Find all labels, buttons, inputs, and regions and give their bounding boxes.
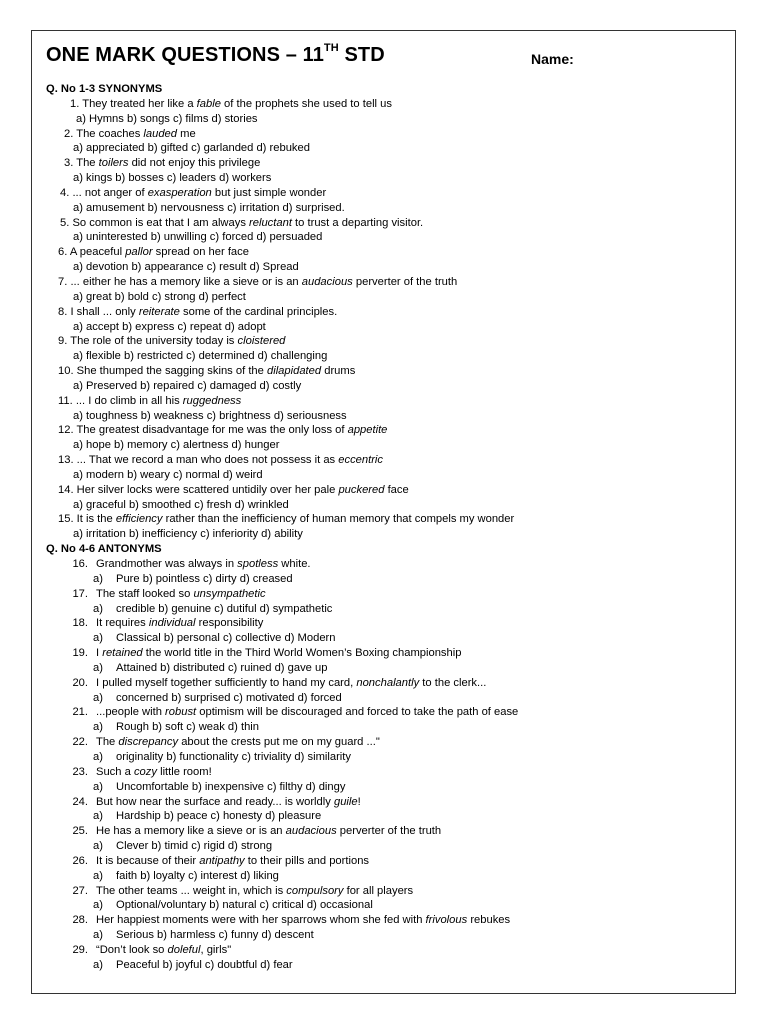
options-line — [46, 750, 726, 765]
question-text: 7. ... either he has a memory like a sieve or is an — [58, 275, 302, 288]
question-line — [46, 423, 726, 438]
question-number: 24. — [72, 795, 88, 808]
question-text: 2. The coaches — [64, 127, 144, 140]
question-text: 14. Her silver locks were scattered untidily over her pale — [58, 483, 339, 496]
options-text: Hardship b) peace c) honesty d) pleasure — [116, 810, 322, 823]
question-line — [46, 245, 726, 260]
question-text: “Don’t look so — [96, 943, 168, 956]
option-letter: a) — [93, 691, 103, 704]
question-line — [46, 216, 726, 231]
key-word: dilapidated — [266, 365, 322, 378]
antonyms-list — [46, 557, 726, 973]
key-word: cloistered — [237, 335, 286, 348]
key-word: lauded — [143, 127, 178, 140]
question-text: 8. I shall ... only — [58, 305, 139, 318]
question-line — [46, 676, 726, 691]
question-number: 25. — [72, 825, 88, 838]
options-line: a) Preserved b) repaired c) damaged d) costly — [73, 379, 302, 392]
question-line — [46, 824, 726, 839]
key-word: robust — [165, 706, 197, 719]
question-number: 28. — [72, 914, 88, 927]
question-text-end: optimism will be discouraged and forced to take the path of ease — [196, 706, 519, 719]
question-text-end: , girls" — [200, 943, 232, 956]
options-line: a) appreciated b) gifted c) garlanded d) rebuked — [73, 142, 310, 155]
key-word: appetite — [347, 424, 388, 437]
options-line: a) irritation b) inefficiency c) inferiority d) ability — [73, 528, 303, 541]
question-line — [46, 765, 726, 780]
question-text: 4. ... not anger of — [60, 186, 148, 199]
question-text-end: perverter of the truth — [336, 825, 442, 838]
option-letter: a) — [93, 602, 103, 615]
key-word: spotless — [237, 558, 279, 570]
key-word: individual — [148, 617, 196, 630]
options-line — [46, 898, 726, 913]
question-number: 26. — [72, 854, 88, 867]
question-text-end: spread on her face — [152, 246, 249, 259]
key-word: eccentric — [338, 454, 384, 467]
question-text-end: face — [384, 483, 409, 496]
question-line — [46, 364, 726, 379]
option-letter: a) — [93, 721, 103, 734]
options-text: Serious b) harmless c) funny d) descent — [116, 929, 314, 942]
question-text: ...people with — [96, 706, 166, 719]
options-text: faith b) loyalty c) interest d) liking — [116, 869, 279, 882]
options-line: a) accept b) express c) repeat d) adopt — [73, 320, 266, 333]
question-text-end: some of the cardinal principles. — [179, 305, 338, 318]
question-text: 15. It is the — [58, 513, 116, 526]
question-text-end: rather than the inefficiency of human memory that compels my wonder — [162, 513, 515, 526]
page-title: ONE MARK QUESTIONS – 11TH STD — [46, 42, 385, 66]
question-text: Grandmother was always in — [96, 558, 238, 570]
key-word: compulsory — [286, 884, 344, 897]
question-text: It requires — [96, 617, 149, 630]
question-line — [46, 275, 726, 290]
question-line — [46, 156, 726, 171]
options-text: Classical b) personal c) collective d) Modern — [116, 632, 336, 645]
key-word: retained — [102, 647, 143, 660]
options-line — [46, 869, 726, 884]
options-line — [46, 720, 726, 735]
question-line — [46, 943, 726, 958]
question-number: 16. — [72, 558, 88, 570]
question-line — [46, 186, 726, 201]
question-text-end: the world title in the Third World Women’s Boxing championship — [142, 647, 462, 660]
options-line: a) kings b) bosses c) leaders d) workers — [73, 172, 272, 185]
options-text: Optional/voluntary b) natural c) critical d) occasional — [116, 899, 373, 912]
question-text-end: drums — [321, 365, 356, 378]
key-word: nonchalantly — [356, 676, 420, 689]
question-text: 5. So common is eat that I am always — [60, 216, 250, 229]
question-number: 23. — [72, 765, 88, 778]
key-word: reiterate — [138, 305, 180, 318]
question-line — [46, 854, 726, 869]
question-number: 17. — [72, 587, 88, 600]
options-line: a) hope b) memory c) alertness d) hunger — [73, 439, 280, 452]
key-word: efficiency — [115, 513, 163, 526]
question-text: 12. The greatest disadvantage for me was the only loss of — [58, 424, 348, 437]
key-word: antipathy — [199, 854, 245, 867]
question-text: But how near the surface and ready... is worldly — [96, 795, 334, 808]
key-word: pallor — [125, 246, 153, 259]
options-line — [46, 661, 726, 676]
question-text: 3. The — [64, 157, 99, 170]
key-word: audacious — [301, 275, 353, 288]
question-number: 27. — [72, 884, 88, 897]
key-word: guile — [333, 795, 358, 808]
question-text-end: of the prophets she used to tell us — [220, 97, 392, 110]
question-text: 1. They treated her like a — [70, 97, 197, 110]
option-letter: a) — [93, 661, 103, 674]
key-word: doleful — [167, 943, 201, 956]
key-word: cozy — [133, 765, 157, 778]
question-text: 10. She thumped the sagging skins of the — [58, 365, 267, 378]
options-line — [46, 780, 726, 795]
question-line — [46, 795, 726, 810]
question-line — [46, 705, 726, 720]
question-line — [46, 587, 726, 602]
option-letter: a) — [93, 899, 103, 912]
options-text: Peaceful b) joyful c) doubtful d) fear — [116, 958, 293, 971]
key-word: ruggedness — [182, 394, 242, 407]
question-number: 20. — [72, 676, 88, 689]
question-text: 11. ... I do climb in all his — [58, 394, 183, 407]
key-word: unsympathetic — [193, 587, 266, 600]
options-line — [46, 631, 726, 646]
synonyms-list — [46, 97, 726, 542]
key-word: audacious — [285, 825, 337, 838]
question-text-end: little room! — [156, 765, 212, 778]
question-text-end: responsibility — [195, 617, 264, 630]
question-text: The staff looked so — [96, 587, 194, 600]
question-text: Her happiest moments were with her sparrows whom she fed with — [96, 914, 426, 927]
options-line: a) modern b) weary c) normal d) weird — [73, 468, 263, 481]
options-line: a) Hymns b) songs c) films d) stories — [76, 112, 258, 125]
options-line — [46, 691, 726, 706]
options-text: credible b) genuine c) dutiful d) sympathetic — [116, 602, 333, 615]
question-text-end: for all players — [343, 884, 414, 897]
name-label: Name: — [531, 51, 574, 67]
question-list — [46, 82, 726, 973]
question-line — [46, 305, 726, 320]
question-text-end: ! — [357, 795, 361, 808]
question-text: It is because of their — [96, 854, 200, 867]
question-line — [46, 512, 726, 527]
question-line — [46, 616, 726, 631]
question-text: 13. ... That we record a man who does not possess it as — [58, 454, 339, 467]
options-line — [46, 958, 726, 973]
key-word: exasperation — [147, 186, 212, 199]
question-text-end: white. — [278, 558, 311, 570]
question-line — [46, 394, 726, 409]
antonyms-heading: Q. No 4-6 ANTONYMS — [46, 543, 162, 556]
options-line: a) graceful b) smoothed c) fresh d) wrinkled — [73, 498, 289, 511]
options-line: a) amusement b) nervousness c) irritation d) surprised. — [73, 201, 345, 214]
key-word: puckered — [338, 483, 385, 496]
question-text: 6. A peaceful — [58, 246, 126, 259]
options-text: originality b) functionality c) triviality d) similarity — [116, 750, 351, 763]
question-text: I — [96, 647, 103, 660]
question-line — [46, 483, 726, 498]
question-text-end: about the crests put me on my guard ..." — [178, 736, 380, 749]
question-text-end: rebukes — [467, 914, 511, 927]
question-text-end: did not enjoy this privilege — [128, 157, 261, 170]
options-line — [46, 572, 726, 587]
options-text: Pure b) pointless c) dirty d) creased — [116, 572, 293, 585]
option-letter: a) — [93, 810, 103, 823]
question-line — [46, 913, 726, 928]
option-letter: a) — [93, 929, 103, 942]
question-text: The other teams ... weight in, which is — [96, 884, 287, 897]
question-text-end: but just simple wonder — [211, 186, 327, 199]
options-line — [46, 839, 726, 854]
key-word: reluctant — [249, 216, 292, 229]
question-text-end: to trust a departing visitor. — [291, 216, 424, 229]
options-line — [46, 602, 726, 617]
question-line — [46, 334, 726, 349]
question-text-end: perverter of the truth — [352, 275, 458, 288]
options-text: Rough b) soft c) weak d) thin — [116, 721, 260, 734]
question-number: 21. — [72, 706, 88, 719]
option-letter: a) — [93, 632, 103, 645]
synonyms-heading: Q. No 1-3 SYNONYMS — [46, 83, 163, 95]
options-text: Uncomfortable b) inexpensive c) filthy d) dingy — [116, 780, 346, 793]
question-number: 22. — [72, 736, 88, 749]
option-letter: a) — [93, 958, 103, 971]
question-text: He has a memory like a sieve or is an — [96, 825, 286, 838]
question-line — [46, 735, 726, 750]
options-line: a) uninterested b) unwilling c) forced d) persuaded — [73, 231, 323, 244]
question-text: The — [96, 736, 119, 749]
key-word: discrepancy — [118, 736, 179, 749]
key-word: frivolous — [425, 914, 468, 927]
question-text: Such a — [96, 765, 134, 778]
question-text: 9. The role of the university today is — [58, 335, 238, 348]
question-number: 29. — [72, 943, 88, 956]
question-text-end: me — [177, 127, 196, 140]
option-letter: a) — [93, 780, 103, 793]
option-letter: a) — [93, 869, 103, 882]
question-line — [46, 557, 726, 572]
question-line — [46, 97, 726, 112]
options-line — [46, 928, 726, 943]
option-letter: a) — [93, 572, 103, 585]
options-line: a) great b) bold c) strong d) perfect — [73, 290, 246, 303]
question-number: 19. — [72, 647, 88, 660]
option-letter: a) — [93, 750, 103, 763]
option-letter: a) — [93, 840, 103, 853]
options-line: a) devotion b) appearance c) result d) Spread — [73, 261, 299, 274]
options-text: Attained b) distributed c) ruined d) gave up — [116, 661, 328, 674]
options-line: a) toughness b) weakness c) brightness d) seriousness — [73, 409, 347, 422]
options-line — [46, 809, 726, 824]
key-word: toilers — [98, 157, 129, 170]
question-text: I pulled myself together sufficiently to hand my card, — [96, 676, 357, 689]
options-line: a) flexible b) restricted c) determined d) challenging — [73, 350, 328, 363]
question-line — [46, 884, 726, 899]
question-text-end: to the clerk... — [419, 676, 487, 689]
question-number: 18. — [72, 617, 88, 630]
options-text: Clever b) timid c) rigid d) strong — [116, 840, 273, 853]
options-text: concerned b) surprised c) motivated d) forced — [116, 691, 342, 704]
question-line — [46, 646, 726, 661]
question-line — [46, 453, 726, 468]
key-word: fable — [196, 97, 221, 110]
question-line — [46, 127, 726, 142]
question-text-end: to their pills and portions — [244, 854, 370, 867]
